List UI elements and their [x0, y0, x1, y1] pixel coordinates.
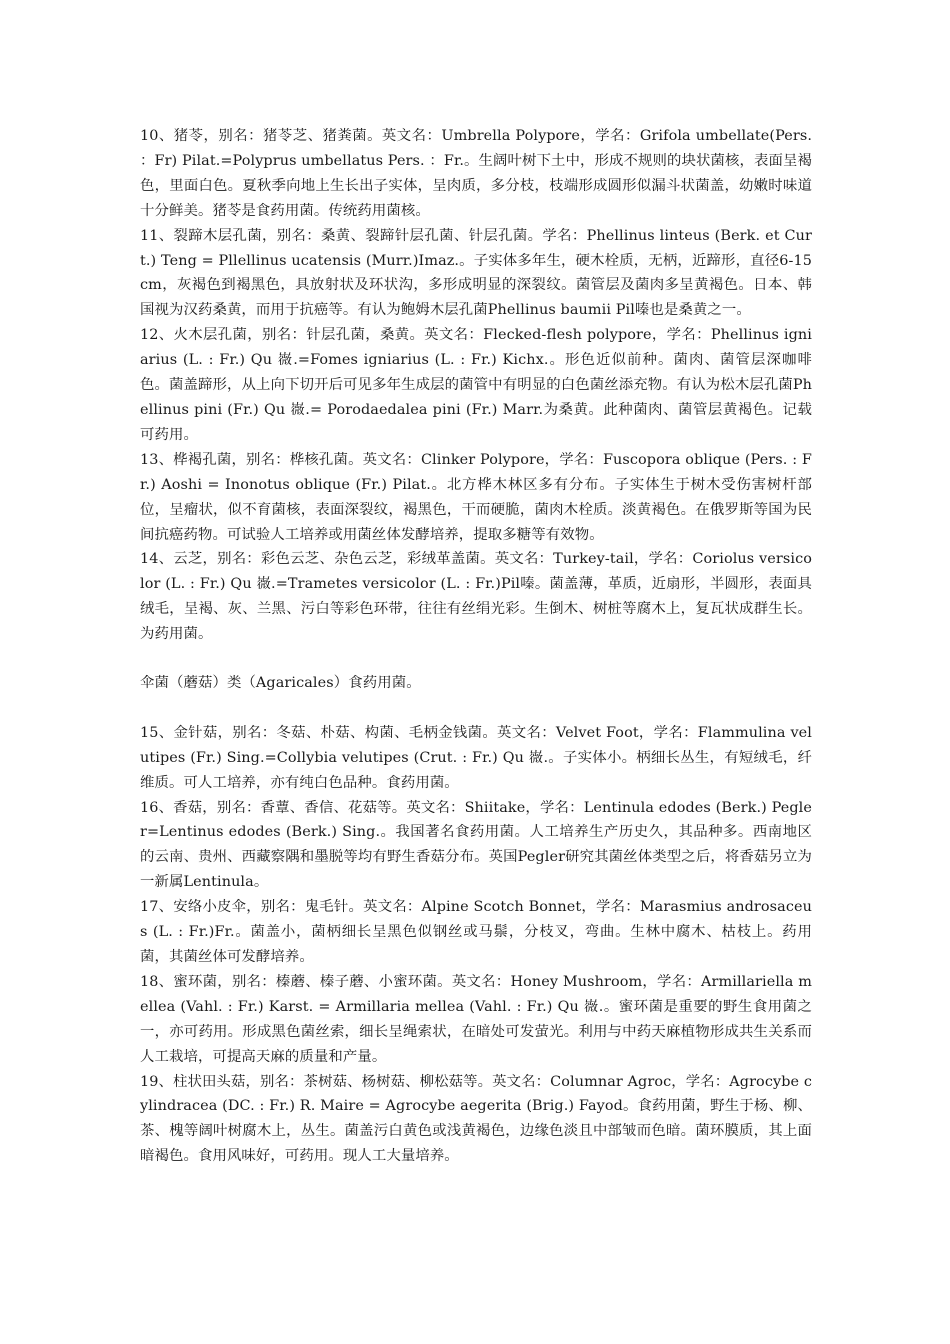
spacer: [140, 647, 812, 659]
entry-13-paragraph: 13、桦褐孔菌，别名：桦核孔菌。英文名：Clinker Polypore，学名：Fuscopora oblique (Pers. : Fr.) Aoshi = Inonotus oblique (Fr.) Pilat.。北方桦木林区多有分布。子实体生于树木受伤害树杆部位，呈瘤状，似不育菌核，表面深裂纹，褐黑色，干而硬脆，菌肉木栓质。淡黄褐色。在俄罗斯等国为民间抗癌药物。可试验人工培养或用菌丝体发酵培养，提取多糖等有效物。: [140, 451, 812, 543]
section-heading: 伞菌（蘑菇）类（Agaricales）食药用菌。: [140, 675, 421, 692]
entry-17-paragraph: 17、安络小皮伞，别名：鬼毛针。英文名：Alpine Scotch Bonnet，学名：Marasmius androsaceus (L. : Fr.)Fr.。菌盖小，菌柄细长呈黑色似钢丝或马鬃，分枝叉，弯曲。生林中腐木、枯枝上。药用菌，其菌丝体可发酵培养。: [140, 899, 812, 965]
entry-14-paragraph: 14、云芝，别名：彩色云芝、杂色云芝，彩绒革盖菌。英文名：Turkey-tail，学名：Coriolus versicolor (L. : Fr.) Qu 嶶.=Trametes versicolor (L. : Fr.)Pil嗪。菌盖薄，革质，近扇形，半圆形，表面具绒毛，呈褐、灰、兰黑、污白等彩色环带，往往有丝绢光彩。生倒木、树桩等腐木上，复瓦状成群生长。为药用菌。: [140, 551, 812, 643]
entry-11-paragraph: 11、裂蹄木层孔菌，别名：桑黄、裂蹄针层孔菌、针层孔菌。学名：Phellinus linteus (Berk. et Curt.) Teng = Pllellinus ucatensis (Murr.)Imaz.。子实体多年生，硬木栓质，无柄，近蹄形，直径6-15cm，灰褐色到褐黑色，具放射状及环状沟，多形成明显的深裂纹。菌管层及菌肉多呈黄褐色。日本、韩国视为汉药桑黄，而用于抗癌等。有认为鲍姆木层孔菌Phellinus baumii Pil嗪也是桑黄之一。: [140, 227, 812, 319]
entry-10-paragraph: 10、猪苓，别名：猪苓芝、猪粪菌。英文名：Umbrella Polypore，学名：Grifola umbellate(Pers. ：Fr) Pilat.=Polyprus umbellatus Pers. ：Fr.。生阔叶树下土中，形成不规则的块状菌核，表面呈褐色，里面白色。夏秋季向地上生长出子实体，呈肉质，多分枝，枝端形成圆形似漏斗状菌盖，幼嫩时味道十分鲜美。猪苓是食药用菌。传统药用菌核。: [140, 128, 812, 219]
entry-16-paragraph: 16、香菇，别名：香蕈、香信、花菇等。英文名：Shiitake，学名：Lentinula edodes (Berk.) Pegler=Lentinus edodes (Berk.) Sing.。我国著名食药用菌。人工培养生产历史久，其品种多。西南地区的云南、贵州、西藏察隅和墨脱等均有野生香菇分布。英国Pegler研究其菌丝体类型之后，将香菇另立为一新属Lentinula。: [140, 799, 812, 891]
entry-12-paragraph: 12、火木层孔菌，别名：针层孔菌，桑黄。英文名：Flecked-flesh polypore，学名：Phellinus igniarius (L. : Fr.) Qu 嶶.=Fomes igniarius (L. : Fr.) Kichx.。形色近似前种。菌肉、菌管层深咖啡色。菌盖蹄形，从上向下切开后可见多年生成层的菌管中有明显的白色菌丝添充物。有认为松木层孔菌Phellinus pini (Fr.) Qu 嶶.= Porodaedalea pini (Fr.) Marr.为桑黄。此种菌肉、菌管层黄褐色。记载可药用。: [140, 327, 812, 443]
entry-19-paragraph: 19、柱状田头菇，别名：茶树菇、杨树菇、柳松菇等。英文名：Columnar Agroc，学名：Agrocybe cylindracea (DC. : Fr.) R. Maire = Agrocybe aegerita (Brig.) Fayod。食药用菌，野生于杨、柳、茶、槐等阔叶树腐木上，丛生。菌盖污白黄色或浅黄褐色，边缘色淡且中部皱而色暗。菌环膜质，其上面暗褐色。食用风味好，可药用。现人工大量培养。: [140, 1073, 812, 1165]
document-body: [140, 124, 812, 1169]
entry-18-paragraph: 18、蜜环菌，别名：榛蘑、榛子蘑、小蜜环菌。英文名：Honey Mushroom，学名：Armillariella mellea (Vahl. : Fr.) Karst. = Armillaria mellea (Vahl. : Fr.) Qu 嶶.。蜜环菌是重要的野生食用菌之一，亦可药用。形成黑色菌丝索，细长呈绳索状，在暗处可发萤光。利用与中药天麻植物形成共生关系而人工栽培，可提高天麻的质量和产量。: [140, 973, 812, 1065]
entry-15-paragraph: 15、金针菇，别名：冬菇、朴菇、构菌、毛柄金钱菌。英文名：Velvet Foot，学名：Flammulina velutipes (Fr.) Sing.=Collybia velutipes (Crut. : Fr.) Qu 嶶.。子实体小。柄细长丛生，有短绒毛，纤维质。可人工培养，亦有纯白色品种。食药用菌。: [140, 724, 812, 791]
